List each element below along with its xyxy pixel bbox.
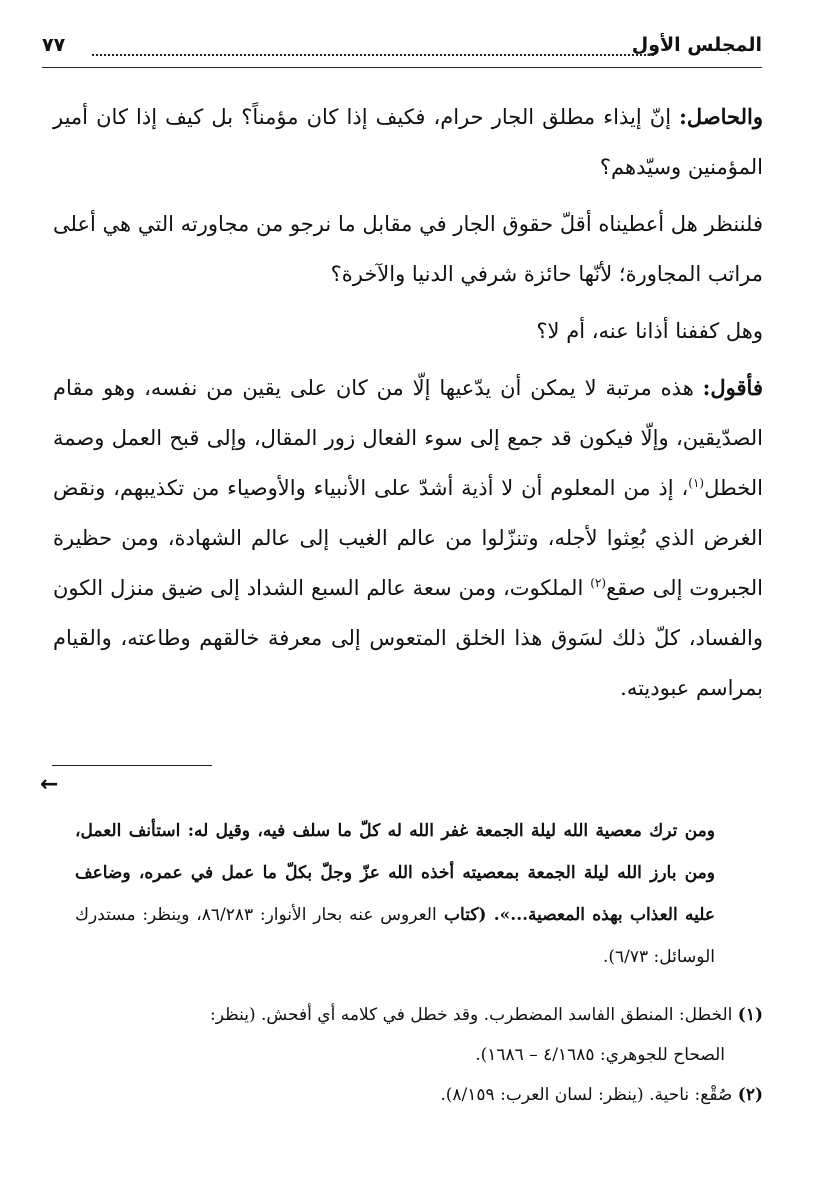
continuation-bold-text: ومن ترك معصية الله ليلة الجمعة غفر الله له كلّ ما سلف فيه، وقيل له: استأنف العمل، ومن بارز الله ليلة الجمعة بمعصيته أخذه الله عزّ وجلّ بكلّ ما عمل في عمره، وضاعف عليه العذاب بهذه المعصية...». (كتاب — [75, 821, 716, 925]
paragraph-4-text-a: هذه مرتبة لا يمكن أن يدّعيها إلّا من كان على يقين من نفسه، وهو مقام الصدّيقين، وإلّا فيكون قد جمع إلى سوء الفعال زور المقال، وإلى قبح العمل وصمة الخطل — [53, 376, 763, 500]
paragraph-4-lead: فأقول: — [702, 375, 763, 400]
running-header — [42, 34, 762, 68]
footnote-2-number: (٢) — [737, 1085, 763, 1105]
paragraph-4-text-c: الملكوت، ومن سعة عالم السبع الشداد إلى ضيق منزل الكون والفساد، كلّ ذلك لسَوق هذا الخلق المتعوس إلى معرفة خالقهم وطاعته، والقيام بمراسم عبوديته. — [53, 576, 763, 700]
paragraph-1 — [53, 92, 763, 192]
continuation-plain-text: العروس عنه بحار الأنوار: ٨٦/٢٨٣، وينظر: مستدرك الوسائل: ٦/٧٣). — [75, 905, 715, 967]
chapter-title: المجلس الأول — [631, 34, 762, 56]
paragraph-1-lead: والحاصل: — [679, 104, 763, 129]
footnote-1-text-a: الخطل: المنطق الفاسد المضطرب. وقد خطل في كلامه أي أفحش. (ينظر: — [210, 1005, 733, 1025]
footnote-ref-2[interactable]: (٢) — [590, 576, 607, 590]
paragraph-4-text-b: ، إذ من المعلوم أن لا أذية أشدّ على الأنبياء والأوصياء من تكذيبهم، ونقض الغرض الذي بُعِثوا لأجله، وتنزّلوا من عالم الغيب إلى عالم الشهادة، ومن حظيرة الجبروت إلى صقع — [53, 476, 764, 600]
paragraph-1-text: إنّ إيذاء مطلق الجار حرام، فكيف إذا كان مؤمناً؟ بل كيف إذا كان أمير المؤمنين وسيّدهم؟ — [53, 105, 763, 179]
header-leader-dots — [92, 54, 654, 56]
paragraph-3: وهل كففنا أذانا عنه، أم لا؟ — [536, 319, 763, 343]
main-text — [53, 92, 763, 713]
footnote-continuation — [75, 810, 715, 978]
paragraph-4 — [53, 363, 763, 713]
footnote-2-text: صُقْع: ناحية. (ينظر: لسان العرب: ٨/١٥٩). — [440, 1085, 733, 1105]
page-number: ٧٧ — [42, 34, 66, 56]
continued-arrow-icon: ← — [40, 772, 59, 797]
footnote-1-text-b: الصحاح للجوهري: ٤/١٦٨٥ – ١٦٨٦). — [475, 1045, 725, 1065]
paragraph-2: فلننظر هل أعطيناه أقلّ حقوق الجار في مقابل ما نرجو من مجاورته التي هي أعلى مراتب المجاورة؛ لأنّها حائزة شرفي الدنيا والآخرة؟ — [53, 212, 763, 286]
footnote-separator — [52, 765, 212, 766]
footnote-2 — [53, 1075, 763, 1115]
footnote-1-number: (١) — [737, 1005, 763, 1025]
header-rule — [42, 67, 762, 68]
footnote-ref-1[interactable]: (١) — [688, 476, 705, 490]
footnote-1 — [53, 995, 763, 1075]
